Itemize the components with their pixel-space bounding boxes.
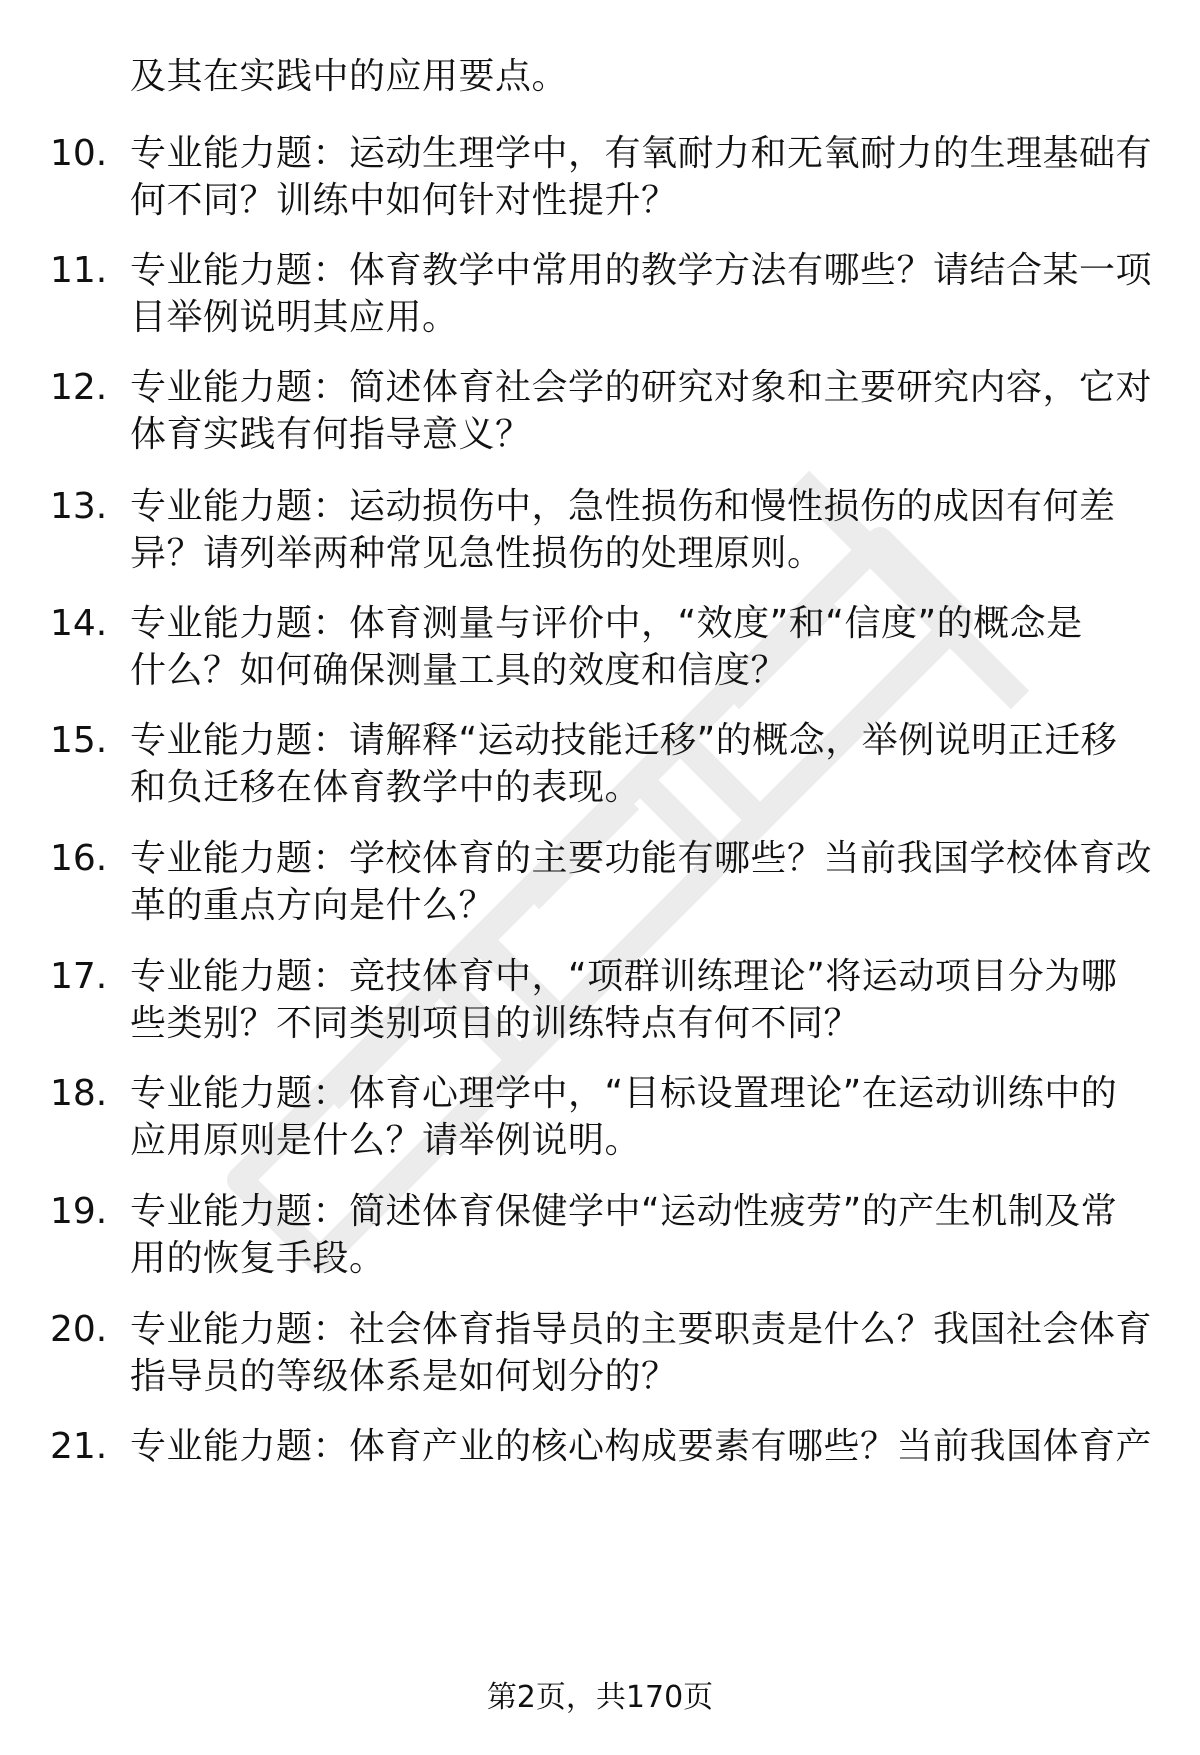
item-text-line2: 体育实践有何指导意义？ <box>130 414 532 455</box>
item-text-line2: 异？请列举两种常见急性损伤的处理原则。 <box>130 533 824 574</box>
item-text-line2: 何不同？训练中如何针对性提升？ <box>130 180 678 221</box>
item-number: 13. <box>50 486 108 527</box>
item-text-line1: 专业能力题：简述体育社会学的研究对象和主要研究内容，它对 <box>130 367 1153 408</box>
item-number: 18. <box>50 1073 108 1114</box>
item-text-line1: 专业能力题：运动生理学中，有氧耐力和无氧耐力的生理基础有 <box>130 133 1153 174</box>
item-text-line1: 专业能力题：学校体育的主要功能有哪些？当前我国学校体育改 <box>130 838 1153 879</box>
item-text-line1: 专业能力题：体育产业的核心构成要素有哪些？当前我国体育产 <box>130 1426 1153 1467</box>
item-number: 21. <box>50 1426 108 1467</box>
item-number: 12. <box>50 367 108 408</box>
item-text-line1: 专业能力题：竞技体育中，“项群训练理论”将运动项目分为哪 <box>130 956 1118 997</box>
item-text-line1: 专业能力题：体育教学中常用的教学方法有哪些？请结合某一项 <box>130 250 1153 291</box>
item-text-line1: 专业能力题：运动损伤中，急性损伤和慢性损伤的成因有何差 <box>130 486 1116 527</box>
item-text-line2: 指导员的等级体系是如何划分的？ <box>130 1356 678 1397</box>
item-text-line1: 专业能力题：简述体育保健学中“运动性疲劳”的产生机制及常 <box>130 1191 1118 1232</box>
item-number: 15. <box>50 720 108 761</box>
item-text-line2: 和负迁移在体育教学中的表现。 <box>130 767 642 808</box>
item-text-line1: 专业能力题：社会体育指导员的主要职责是什么？我国社会体育 <box>130 1309 1153 1350</box>
item-text-line2: 用的恢复手段。 <box>130 1238 386 1279</box>
page-footer: 第2页，共170页 <box>486 1680 714 1715</box>
item-number: 14. <box>50 603 108 644</box>
item-text-line2: 应用原则是什么？请举例说明。 <box>130 1120 642 1161</box>
item-text-line2: 什么？如何确保测量工具的效度和信度？ <box>130 650 788 691</box>
item-number: 11. <box>50 250 108 291</box>
item-text-line2: 目举例说明其应用。 <box>130 297 459 338</box>
item-text-line1: 专业能力题：体育测量与评价中，“效度”和“信度”的概念是 <box>130 603 1083 644</box>
item-number: 19. <box>50 1191 108 1232</box>
item-text-line2: 革的重点方向是什么？ <box>130 885 496 926</box>
item-number: 20. <box>50 1309 108 1350</box>
item-number: 17. <box>50 956 108 997</box>
item-number: 10. <box>50 133 108 174</box>
item-text-line1: 专业能力题：请解释“运动技能迁移”的概念，举例说明正迁移 <box>130 720 1118 761</box>
item-text-line2: 些类别？不同类别项目的训练特点有何不同？ <box>130 1003 861 1044</box>
lead-line: 及其在实践中的应用要点。 <box>130 56 569 97</box>
item-number: 16. <box>50 838 108 879</box>
item-text-line1: 专业能力题：体育心理学中，“目标设置理论”在运动训练中的 <box>130 1073 1118 1114</box>
